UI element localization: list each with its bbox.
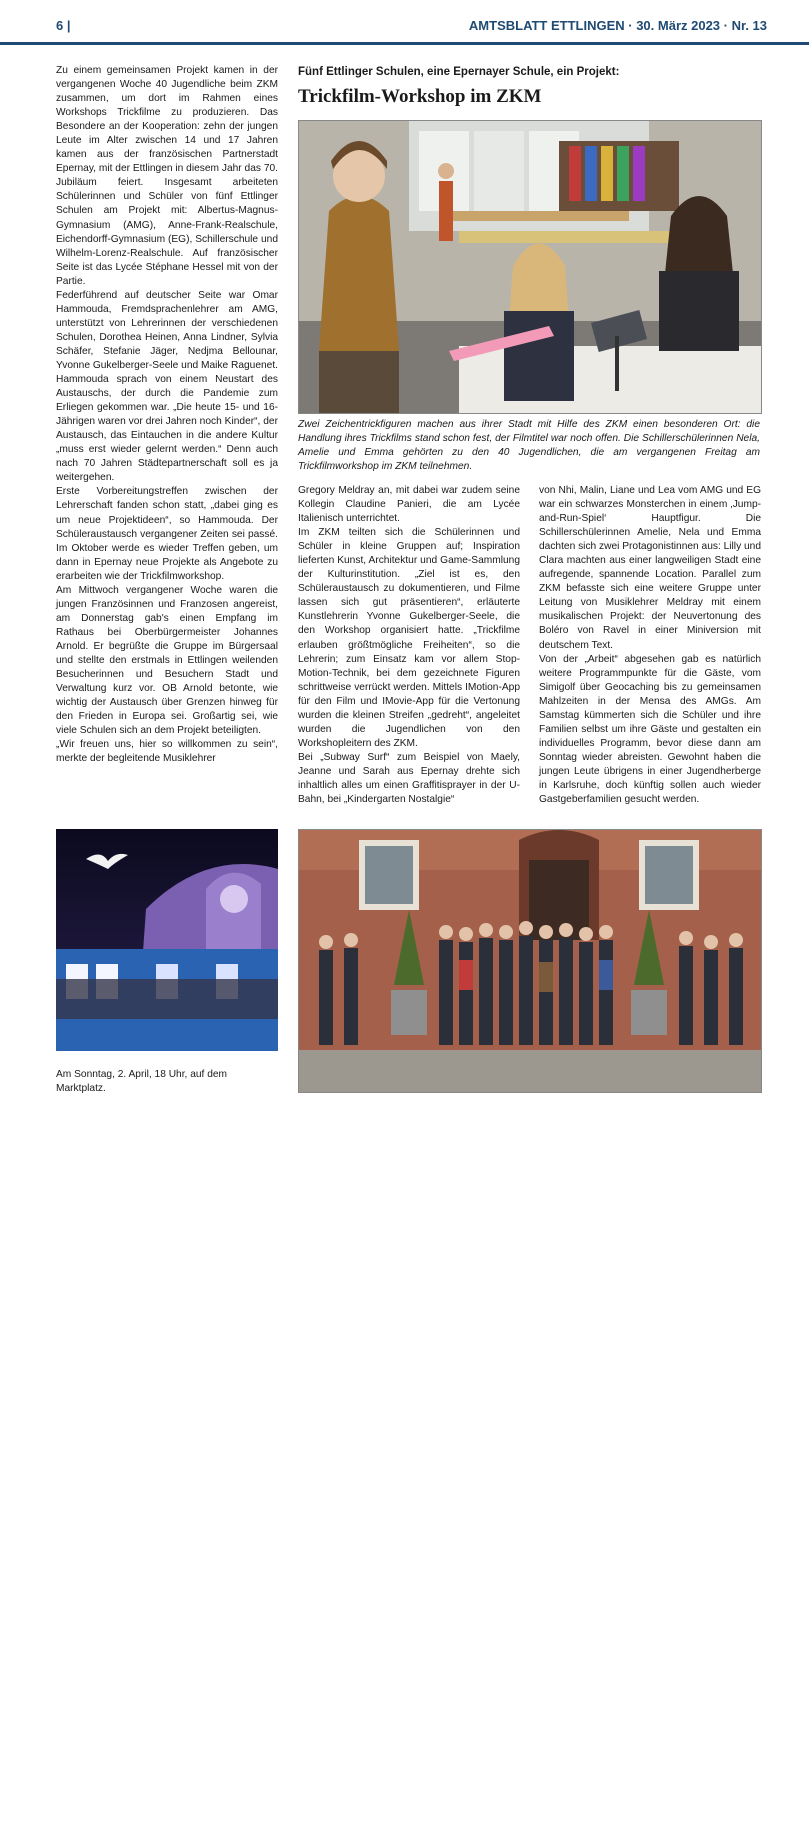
article-column-1 [56, 64, 278, 824]
paragraph: „Wir freuen uns, hier so willkommen zu sein“, merkte der begleitende Musiklehrer [56, 739, 278, 765]
header-rule [0, 42, 809, 45]
group-photo-illustration [299, 830, 761, 1092]
workshop-photo [298, 120, 762, 414]
group-photo [298, 829, 762, 1093]
flyer-illustration [56, 829, 278, 1051]
photo-caption: Zwei Zeichentrickfiguren machen aus ihrer Stadt mit Hilfe des ZKM einen besonderen Ort: die Handlung ihres Trickfilms stand schon fest, der Filmtitel war noch offen. Die Schillerschülerinnen Nela, Amelie und Emma gehörten zu den 40 Jugendlichen, die am vergangenen Freitag am Trickfilmworkshop im ZKM teilnehmen. [298, 419, 760, 472]
paragraph: Von der „Arbeit“ abgesehen gab es natürlich weitere Programmpunkte für die Gäste, vom Simigolf über Geocaching bis zu gemeinsamen Mahlzeiten in der Mensa des AMGs. Am Samstag kümmerten sich die Schüler und ihre Familien selbst um ihre Gäste und gestalten ein individuelles Programm, bevor diese dann am Sonntag wieder abreisten. Gewohnt haben die jungen Leute übrigens in einer Jugendherberge in Karlsruhe, doch künftig sollen auch wieder Gastgeberfamilien gesucht werden. [539, 653, 761, 806]
paragraph: Federführend auf deutscher Seite war Omar Hammouda, Fremdsprachenlehrer am AMG, unterstützt von Lehrerinnen der verschiedenen Schulen, Dorothea Heinen, Anna Lindner, Sylvia Schäfer, Stefanie Jäger, Nedjma Bellounar, Yvonne Gukelberger-Seele und Maike Raguenet. Hammouda sprach von einem Neustart des Austauschs, der durch die Pandemie zum Erliegen gekommen war. „Die heute 15- und 16-Jährigen waren vor drei Jahren noch Kinder“, der Austausch, das Eintauchen in die andere Kultur „muss erst wieder gelernt werden.“ Denn auch nach 70 Jahren Städtepartnerschaft soll es ja weitergehen. [56, 289, 279, 484]
paragraph: Bei „Subway Surf“ zum Beispiel von Maely, Jeanne und Sarah aus Epernay drehte sich inhaltlich alles um einen Graffitisprayer in der U-Bahn, bei „Kindergarten Nostalgie“ [298, 751, 520, 806]
paragraph: von Nhi, Malin, Liane und Lea vom AMG und EG war ein schwarzes Monsterchen in einem ‚Jump-and-Run-Spiel‘ Hauptfigur. Die Schillerschülerinnen Amelie, Nela und Emma dachten sich zwei Protagonistinnen aus: Lilly und Clara machten aus einer langweiligen Stadt eine aufregende, spannende Location. Parallel zum ZKM befasste sich eine weitere Gruppe unter Leitung von Musiklehrer Meldray mit einem musikalischen Projekt: der Neuvertonung des Boléro von Ravel in einer Miniversion mit deutschem Text. [539, 485, 761, 651]
paragraph: Im ZKM teilten sich die Schülerinnen und Schüler in kleine Gruppen auf; Inspiration lieferten Kunst, Architektur und Game-Sammlung der Kulturinstitution. „Ziel ist es, den Schüleraustausch zu dokumentieren, und Filme lassen sich gut präsentieren“, erläuterte Kunstlehrerin Yvonne Gukelberger-Seele, die den Workshop organisiert hatte. „Trickfilme erlauben größtmögliche Freiheiten“, so die Lehrerin; zum Einsatz kam vor allem Stop-Motion-Technik, bei dem gezeichnete Figuren schrittweise verrückt werden. Mittels IMotion-App für den Film und IMovie-App für die Vertonung wurden die kleinen Streifen „gedreht“, angeleitet wurden die Jugendlichen von den Workshopleitern des ZKM. [298, 527, 520, 749]
page-header [0, 0, 809, 46]
article-title: Trickfilm-Workshop im ZKM [298, 86, 542, 107]
flyer-headline: ZUM FRIEDENSGEBET [97, 1829, 237, 1843]
article-column-2 [298, 484, 520, 829]
masthead: AMTSBLATT ETTLINGEN · 30. März 2023 · Nr. 13 [468, 18, 767, 33]
page-number: 6 | [56, 18, 71, 33]
paragraph: Zu einem gemeinsamen Projekt kamen in der vergangenen Woche 40 Jugendliche beim ZKM zusammen, um dort im Rahmen eines Workshops Trickfilme zu produzieren. Das Besondere an der Kooperation: zehn der jungen Leute im Alter zwischen 14 und 17 Jahren kamen aus der französischen Partnerstadt Epernay, mit der Ettlingen in diesem Jahr das 70. Jubiläum feiert. Insgesamt arbeiteten Schülerinnen und Schüler von fünf Ettlinger Schulen am Projekt mit: Albertus-Magnus-Gymnasium (AMG), Anne-Frank-Realschule, Eichendorff-Gymnasium (EG), Schillerschule und Wilhelm-Lorenz-Realschule. Auf französischer Seite ist das Lycée Stéphane Hessel mit von der Partie. [56, 65, 278, 287]
flyer-caption: Am Sonntag, 2. April, 18 Uhr, auf dem Marktplatz. [56, 1069, 228, 1094]
workshop-photo-illustration [299, 121, 761, 413]
flyer-invitation-text: DIE ETTLINGER KIRCHEN LADEN EIN [104, 1814, 230, 1821]
paragraph: Gregory Meldray an, mit dabei war zudem seine Kollegin Claudine Panieri, die am Lycée Italienisch unterrichtet. [298, 485, 520, 525]
article-kicker: Fünf Ettlinger Schulen, eine Epernayer Schule, ein Projekt: [298, 66, 620, 78]
article-column-3 [539, 484, 761, 829]
paragraph: Am Mittwoch vergangener Woche waren die jungen Französinnen und Franzosen angereist, am Donnerstag gab's einen Empfang im Rathaus bei Oberbürgermeister Johannes Arnold. Er begrüßte die Gruppe im Bürgersaal und stellte den erstmals in Ettlingen weilenden Besucherinnen und Besuchern Stadt und Verwaltung kurz vor. OB Arnold betonte, wie wichtig der Austausch über Grenzen hinweg für den Frieden in Europa sei. Großartig sei, wie viele Schulen sich an dem Projekt beteiligten. [56, 584, 278, 737]
paragraph: Erste Vorbereitungstreffen zwischen der Lehrerschaft fanden schon statt, „dabei ging es um neue Projektideen“, so Hammouda. Der Schüleraustausch vergangener Zeiten sei passé. Im Oktober werde es wieder Treffen geben, um dann in Epernay neue Projekte als Angebote zu erarbeiten wie der Trickfilmworkshop. [56, 486, 278, 582]
